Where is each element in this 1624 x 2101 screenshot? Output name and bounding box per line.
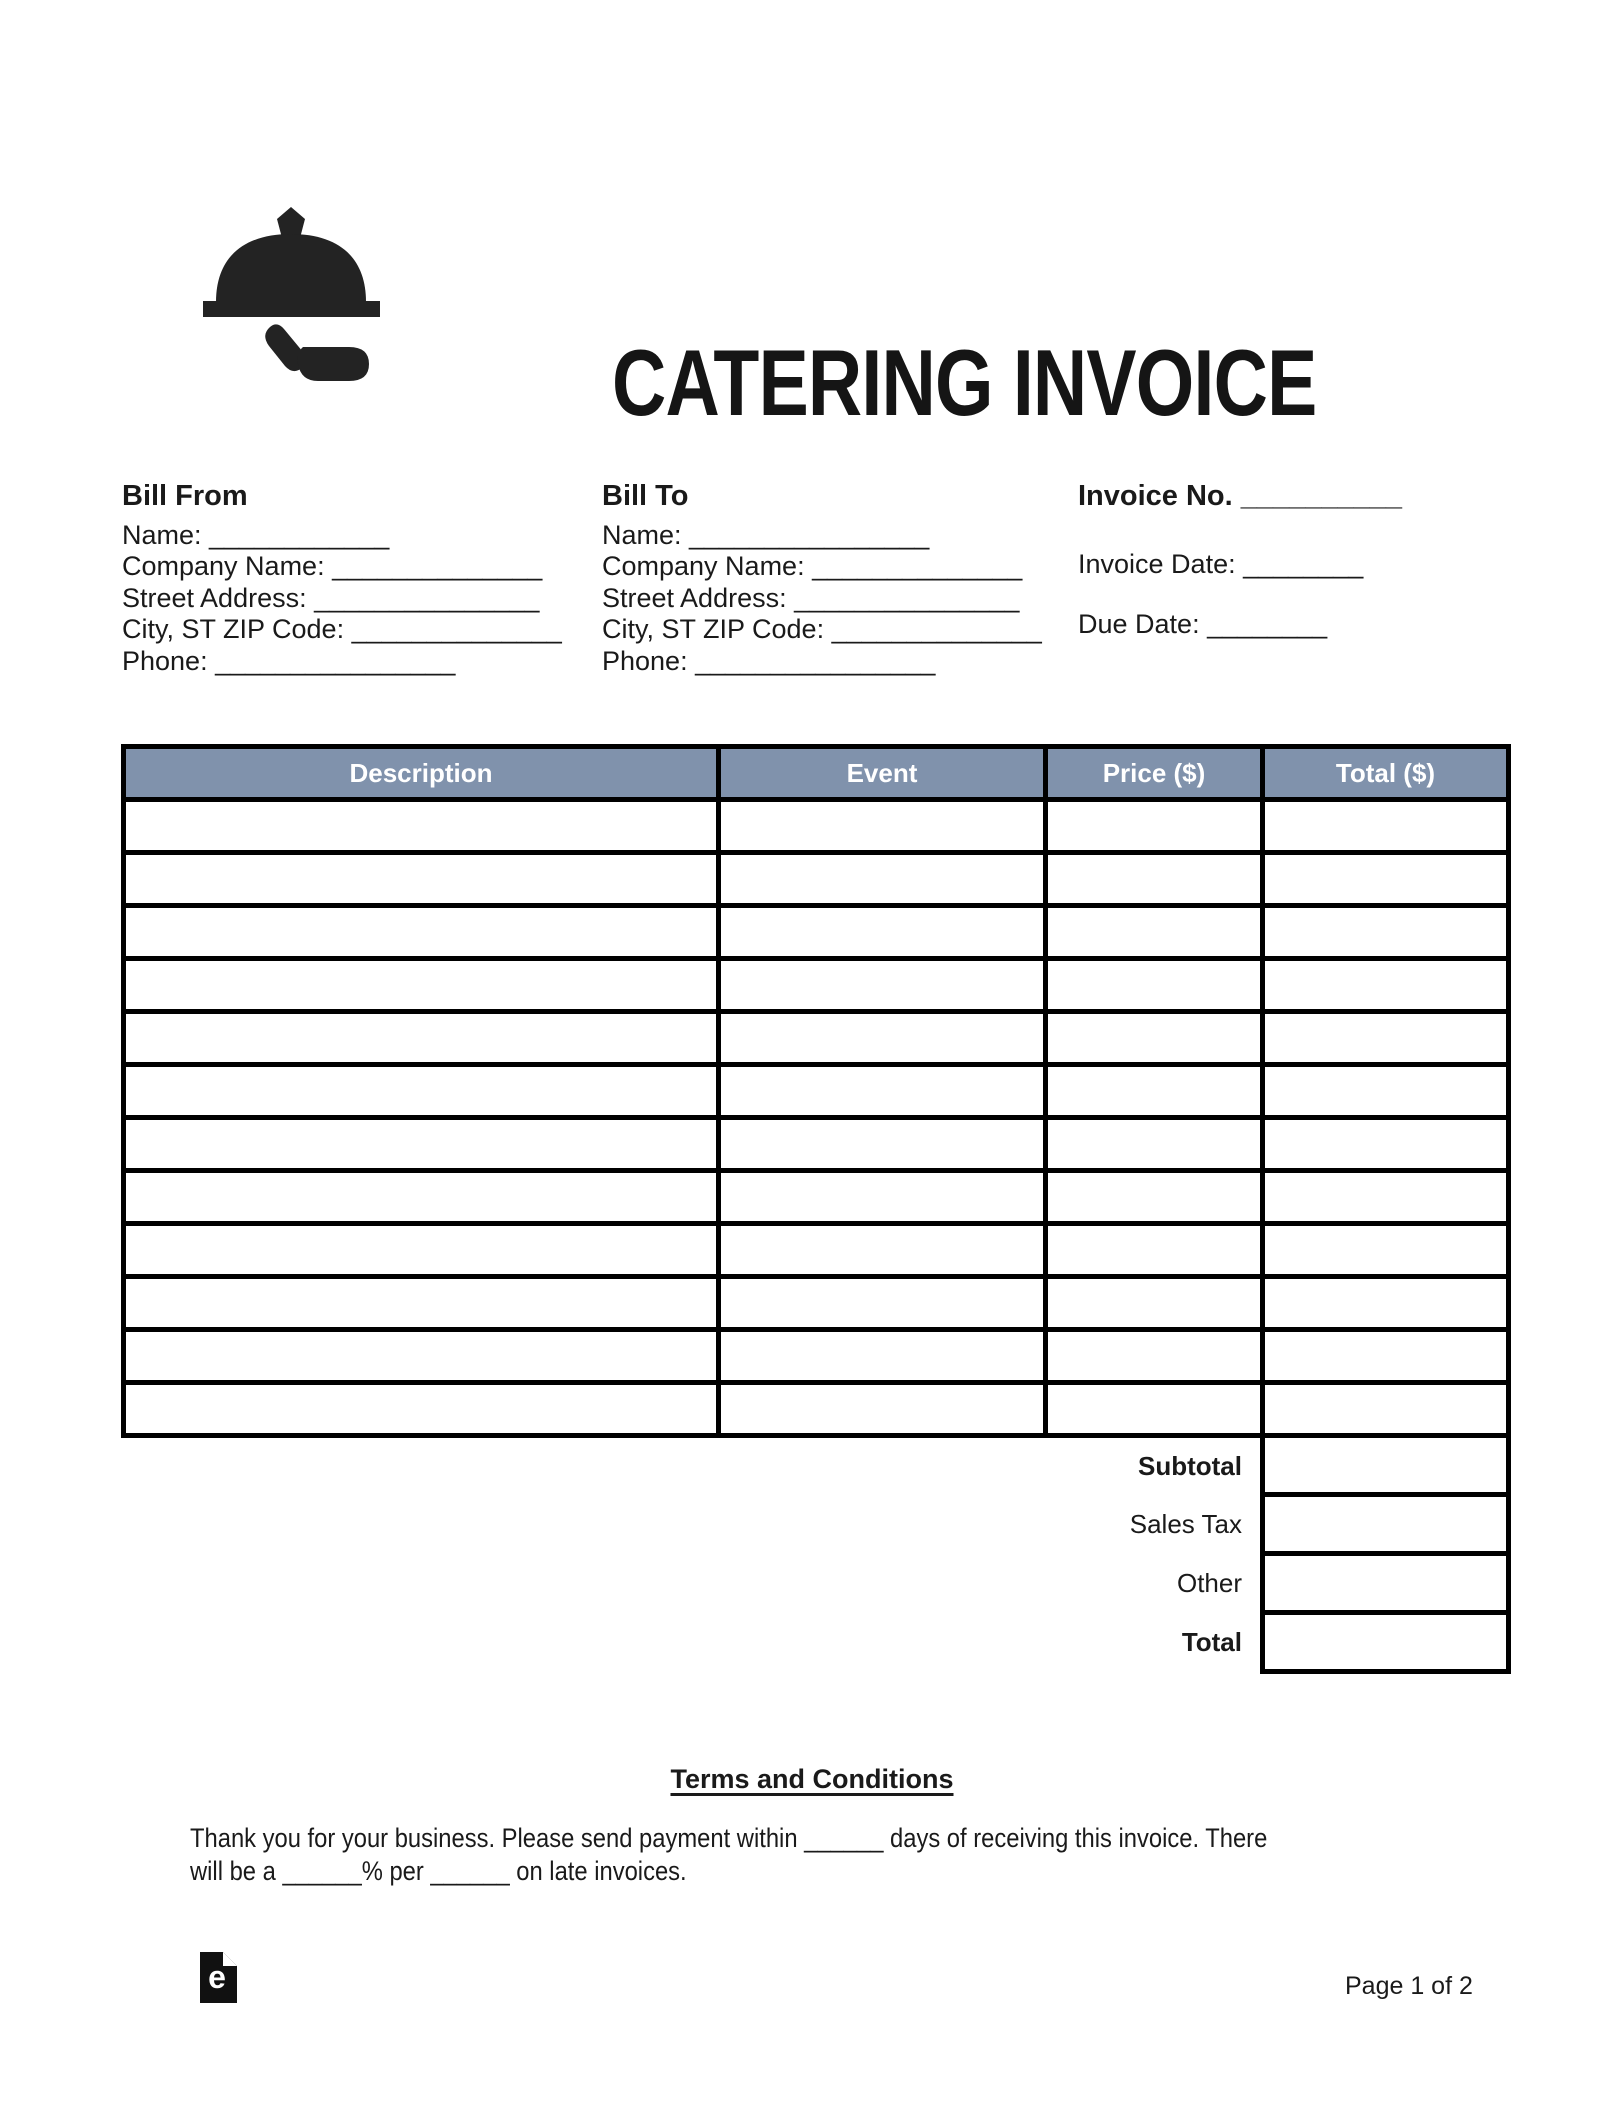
- empty-item-cell: [719, 1065, 1046, 1118]
- table-row: [124, 1277, 1509, 1330]
- empty-item-cell: [1046, 959, 1263, 1012]
- empty-item-cell: [1263, 1330, 1509, 1383]
- bill-from-street-field: Street Address: _______________: [122, 582, 540, 613]
- sales-tax-label: Sales Tax: [1129, 1508, 1242, 1539]
- table-row: [124, 853, 1509, 906]
- table-header-row: [124, 747, 1509, 800]
- subtotal-row: [124, 1436, 1509, 1495]
- empty-item-cell: [719, 800, 1046, 853]
- bill-from-city-field: City, ST ZIP Code: ______________: [122, 614, 562, 644]
- empty-item-cell: [719, 1330, 1046, 1383]
- invoice-number-field: Invoice No. __________: [1078, 480, 1403, 512]
- other-label: Other: [1176, 1567, 1242, 1598]
- table-row: [124, 906, 1509, 959]
- terms-heading: Terms and Conditions: [670, 1764, 954, 1794]
- empty-item-cell: [124, 1118, 719, 1171]
- table-body: [124, 800, 1509, 1436]
- empty-item-cell: [124, 853, 719, 906]
- empty-item-cell: [1263, 853, 1509, 906]
- bill-from-name-field: Name: ____________: [122, 519, 390, 550]
- eforms-logo: [200, 1952, 237, 2003]
- bill-to-heading: Bill To: [602, 480, 689, 512]
- sales-tax-row: [124, 1495, 1509, 1554]
- empty-item-cell: [1046, 1330, 1263, 1383]
- empty-item-cell: [719, 1118, 1046, 1171]
- empty-item-cell: [719, 1224, 1046, 1277]
- empty-item-cell: [719, 1012, 1046, 1065]
- bill-to-city-field: City, ST ZIP Code: ______________: [602, 614, 1042, 644]
- bill-to-phone-field: Phone: ________________: [602, 645, 936, 676]
- empty-item-cell: [719, 906, 1046, 959]
- empty-item-cell: [124, 1012, 719, 1065]
- summary-section: [124, 1436, 1509, 1672]
- empty-item-cell: [1263, 1383, 1509, 1436]
- column-header-description: Description: [124, 747, 719, 800]
- bill-to-street-field: Street Address: _______________: [602, 582, 1020, 613]
- terms-line-1: Thank you for your business. Please send payment within ______ days of receiving this invoice. There: [190, 1823, 1268, 1853]
- empty-item-cell: [1046, 1065, 1263, 1118]
- table-row: [124, 1118, 1509, 1171]
- empty-item-cell: [719, 853, 1046, 906]
- empty-item-cell: [1046, 1383, 1263, 1436]
- other-value-cell: [1263, 1554, 1509, 1613]
- empty-item-cell: [124, 1330, 719, 1383]
- empty-item-cell: [1046, 1012, 1263, 1065]
- empty-item-cell: [1046, 853, 1263, 906]
- empty-item-cell: [1263, 1012, 1509, 1065]
- line-items-table: [121, 744, 1511, 1674]
- bill-to-company-field: Company Name: ______________: [602, 551, 1023, 581]
- empty-item-cell: [1046, 1171, 1263, 1224]
- empty-item-cell: [124, 1065, 719, 1118]
- empty-item-cell: [124, 1171, 719, 1224]
- empty-item-cell: [1263, 1171, 1509, 1224]
- table-row: [124, 959, 1509, 1012]
- empty-item-cell: [1046, 1277, 1263, 1330]
- empty-item-cell: [1263, 1224, 1509, 1277]
- bill-to-name-field: Name: ________________: [602, 519, 930, 550]
- invoice-date-field: Invoice Date: ________: [1078, 548, 1364, 579]
- column-header-total: Total ($): [1263, 747, 1509, 800]
- empty-item-cell: [1263, 1118, 1509, 1171]
- empty-item-cell: [124, 1383, 719, 1436]
- empty-item-cell: [1263, 800, 1509, 853]
- column-header-event: Event: [719, 747, 1046, 800]
- total-row: [124, 1613, 1509, 1672]
- empty-item-cell: [1046, 800, 1263, 853]
- terms-line-2: will be a ______% per ______ on late invoices.: [190, 1856, 687, 1886]
- table-row: [124, 1330, 1509, 1383]
- empty-item-cell: [1263, 959, 1509, 1012]
- subtotal-label: Subtotal: [1138, 1450, 1242, 1481]
- svg-text:e: e: [208, 1959, 226, 1995]
- empty-item-cell: [124, 1277, 719, 1330]
- total-label: Total: [1181, 1626, 1242, 1657]
- bill-from-phone-field: Phone: ________________: [122, 645, 456, 676]
- total-value-cell: [1263, 1613, 1509, 1672]
- empty-item-cell: [1263, 906, 1509, 959]
- table-row: [124, 1171, 1509, 1224]
- bill-from-block: [122, 481, 562, 677]
- empty-item-cell: [124, 906, 719, 959]
- bill-to-block: [602, 481, 1042, 677]
- empty-item-cell: [124, 800, 719, 853]
- bill-from-heading: Bill From: [122, 480, 248, 512]
- empty-item-cell: [1263, 1277, 1509, 1330]
- page-indicator: Page 1 of 2: [1345, 1972, 1473, 2000]
- serving-cloche-icon: [203, 206, 381, 384]
- empty-item-cell: [124, 959, 719, 1012]
- empty-item-cell: [1263, 1065, 1509, 1118]
- table-row: [124, 1224, 1509, 1277]
- terms-paragraph: [190, 1822, 1267, 1888]
- column-header-price: Price ($): [1046, 747, 1263, 800]
- page-title: CATERING INVOICE: [612, 330, 1317, 435]
- empty-item-cell: [719, 959, 1046, 1012]
- subtotal-value-cell: [1263, 1436, 1509, 1495]
- empty-item-cell: [1046, 1118, 1263, 1171]
- bill-from-company-field: Company Name: ______________: [122, 551, 543, 581]
- invoice-meta-block: [1078, 481, 1402, 641]
- table-row: [124, 1012, 1509, 1065]
- table-row: [124, 800, 1509, 853]
- empty-item-cell: [719, 1277, 1046, 1330]
- table-row: [124, 1065, 1509, 1118]
- empty-item-cell: [124, 1224, 719, 1277]
- empty-item-cell: [719, 1383, 1046, 1436]
- other-row: [124, 1554, 1509, 1613]
- sales-tax-value-cell: [1263, 1495, 1509, 1554]
- table-row: [124, 1383, 1509, 1436]
- empty-item-cell: [1046, 906, 1263, 959]
- due-date-field: Due Date: ________: [1078, 609, 1328, 639]
- empty-item-cell: [1046, 1224, 1263, 1277]
- empty-item-cell: [719, 1171, 1046, 1224]
